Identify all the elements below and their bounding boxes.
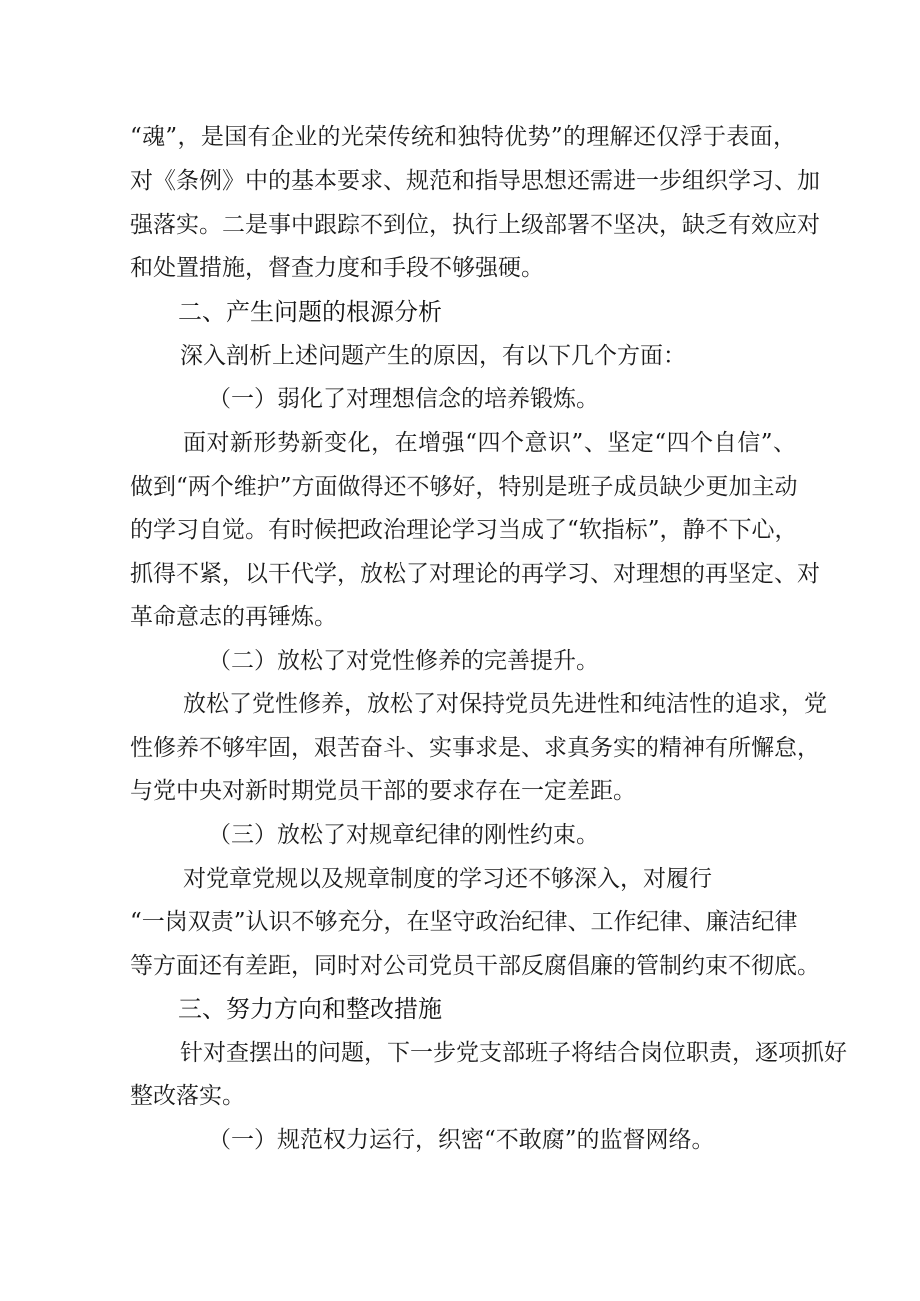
paragraph-line: 针对查摆出的问题，下一步党支部班子将结合岗位职责，逐项抓好 (180, 1040, 847, 1066)
subsection-heading: （一）弱化了对理想信念的培养锻炼。 (208, 386, 599, 412)
paragraph-line: 等方面还有差距，同时对公司党员干部反腐倡廉的管制约束不彻底。 (130, 953, 820, 979)
paragraph-line: 的学习自觉。有时候把政治理论学习当成了“软指标”，静不下心， (130, 517, 798, 543)
paragraph-line: 放松了党性修养，放松了对保持党员先进性和纯洁性的追求，党 (183, 691, 827, 717)
paragraph-line: 和处置措施，督查力度和手段不够强硬。 (130, 255, 544, 281)
paragraph-line: 对《条例》中的基本要求、规范和指导思想还需进一步组织学习、加 (130, 168, 820, 194)
paragraph-line: 性修养不够牢固，艰苦奋斗、实事求是、求真务实的精神有所懈怠， (130, 735, 820, 761)
paragraph-line: 面对新形势新变化，在增强“四个意识”、坚定“四个自信”、 (183, 430, 796, 456)
section-heading-3: 三、努力方向和整改措施 (178, 995, 442, 1023)
section-heading-2: 二、产生问题的根源分析 (178, 298, 442, 326)
paragraph-line: “一岗双责”认识不够充分，在坚守政治纪律、工作纪律、廉洁纪律 (130, 909, 798, 935)
paragraph-line: 整改落实。 (130, 1083, 245, 1109)
paragraph-line: 做到“两个维护”方面做得还不够好，特别是班子成员缺少更加主动 (130, 474, 798, 500)
paragraph-line: “魂”，是国有企业的光荣传统和独特优势”的理解还仅浮于表面， (130, 124, 796, 150)
paragraph-line: 对党章党规以及规章制度的学习还不够深入，对履行 (183, 866, 712, 892)
paragraph-line: 强落实。二是事中跟踪不到位，执行上级部署不坚决，缺乏有效应对 (130, 212, 820, 238)
subsection-heading: （二）放松了对党性修养的完善提升。 (208, 648, 599, 674)
paragraph-line: 革命意志的再锤炼。 (130, 604, 337, 630)
subsection-heading: （一）规范权力运行，织密“不敢腐”的监督网络。 (208, 1127, 715, 1153)
subsection-heading: （三）放松了对规章纪律的刚性约束。 (208, 822, 599, 848)
paragraph-line: 深入剖析上述问题产生的原因，有以下几个方面： (180, 343, 686, 369)
paragraph-line: 抓得不紧，以干代学，放松了对理论的再学习、对理想的再坚定、对 (130, 561, 820, 587)
paragraph-line: 与党中央对新时期党员干部的要求存在一定差距。 (130, 778, 636, 804)
